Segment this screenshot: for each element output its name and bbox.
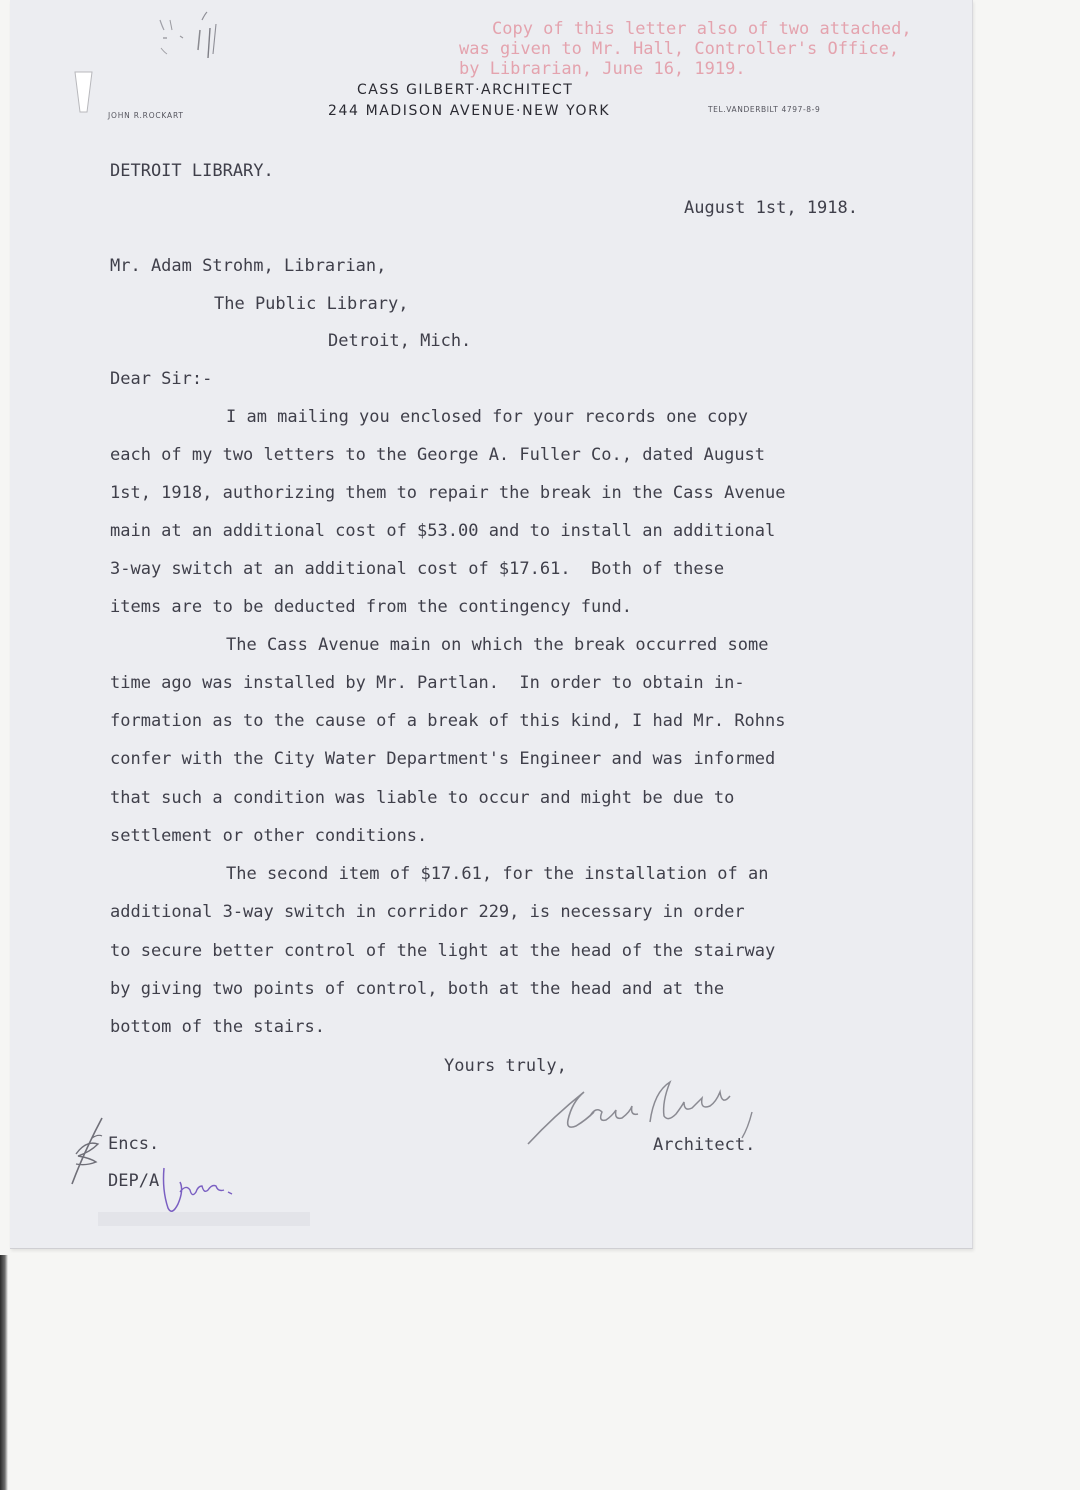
body-line: that such a condition was liable to occur and might be due to (110, 788, 735, 808)
body-line: items are to be deducted from the contingency fund. (110, 597, 632, 617)
body-line: settlement or other conditions. (110, 826, 428, 846)
letterhead-telephone: TEL.VANDERBILT 4797-8-9 (708, 105, 821, 114)
body-line: time ago was installed by Mr. Partlan. In order to obtain in- (110, 673, 745, 693)
enclosure-note: Encs. (108, 1134, 160, 1154)
body-line: main at an additional cost of $53.00 and to install an additional (110, 521, 776, 541)
ink-specks (150, 0, 230, 90)
annotation-line-2: was given to Mr. Hall, Controller's Office, (459, 39, 900, 59)
recipient-line-1: Mr. Adam Strohm, Librarian, (110, 256, 387, 276)
body-line: bottom of the stairs. (110, 1017, 325, 1037)
body-line: additional 3-way switch in corridor 229, is necessary in order (110, 902, 745, 922)
handwritten-initial-mark (64, 1112, 114, 1192)
body-line: formation as to the cause of a break of this kind, I had Mr. Rohns (110, 711, 786, 731)
typist-initials: DEP/A (108, 1171, 160, 1191)
body-line: I am mailing you enclosed for your records one copy (226, 407, 748, 427)
letter-subject: DETROIT LIBRARY. (110, 161, 274, 181)
body-line: to secure better control of the light at the head of the stairway (110, 941, 776, 961)
body-line: confer with the City Water Department's Engineer and was informed (110, 749, 776, 769)
recipient-line-3: Detroit, Mich. (328, 331, 472, 351)
body-line: 3-way switch at an additional cost of $17.61. Both of these (110, 559, 725, 579)
letter-page (10, 0, 973, 1249)
body-line: 1st, 1918, authorizing them to repair the break in the Cass Avenue (110, 483, 786, 503)
salutation: Dear Sir:- (110, 369, 213, 389)
annotation-line-1: Copy of this letter also of two attached, (492, 19, 912, 39)
letterhead-firm: CASS GILBERT·ARCHITECT (357, 82, 574, 98)
recipient-line-2: The Public Library, (214, 294, 409, 314)
paper-fold-marks (60, 0, 140, 120)
letterhead-address: 244 MADISON AVENUE·NEW YORK (328, 103, 611, 119)
bleed-through-stamp (96, 1206, 316, 1232)
letterhead-associate: JOHN R.ROCKART (108, 111, 184, 120)
annotation-line-3: by Librarian, June 16, 1919. (459, 59, 746, 79)
body-line: The second item of $17.61, for the installation of an (226, 864, 769, 884)
body-line: each of my two letters to the George A. Fuller Co., dated August (110, 445, 766, 465)
body-line: The Cass Avenue main on which the break occurred some (226, 635, 769, 655)
scan-edge-shadow (0, 1255, 8, 1490)
body-line: by giving two points of control, both at the head and at the (110, 979, 725, 999)
letter-date: August 1st, 1918. (684, 198, 858, 218)
signer-title: Architect. (653, 1135, 756, 1155)
closing: Yours truly, (444, 1056, 567, 1076)
